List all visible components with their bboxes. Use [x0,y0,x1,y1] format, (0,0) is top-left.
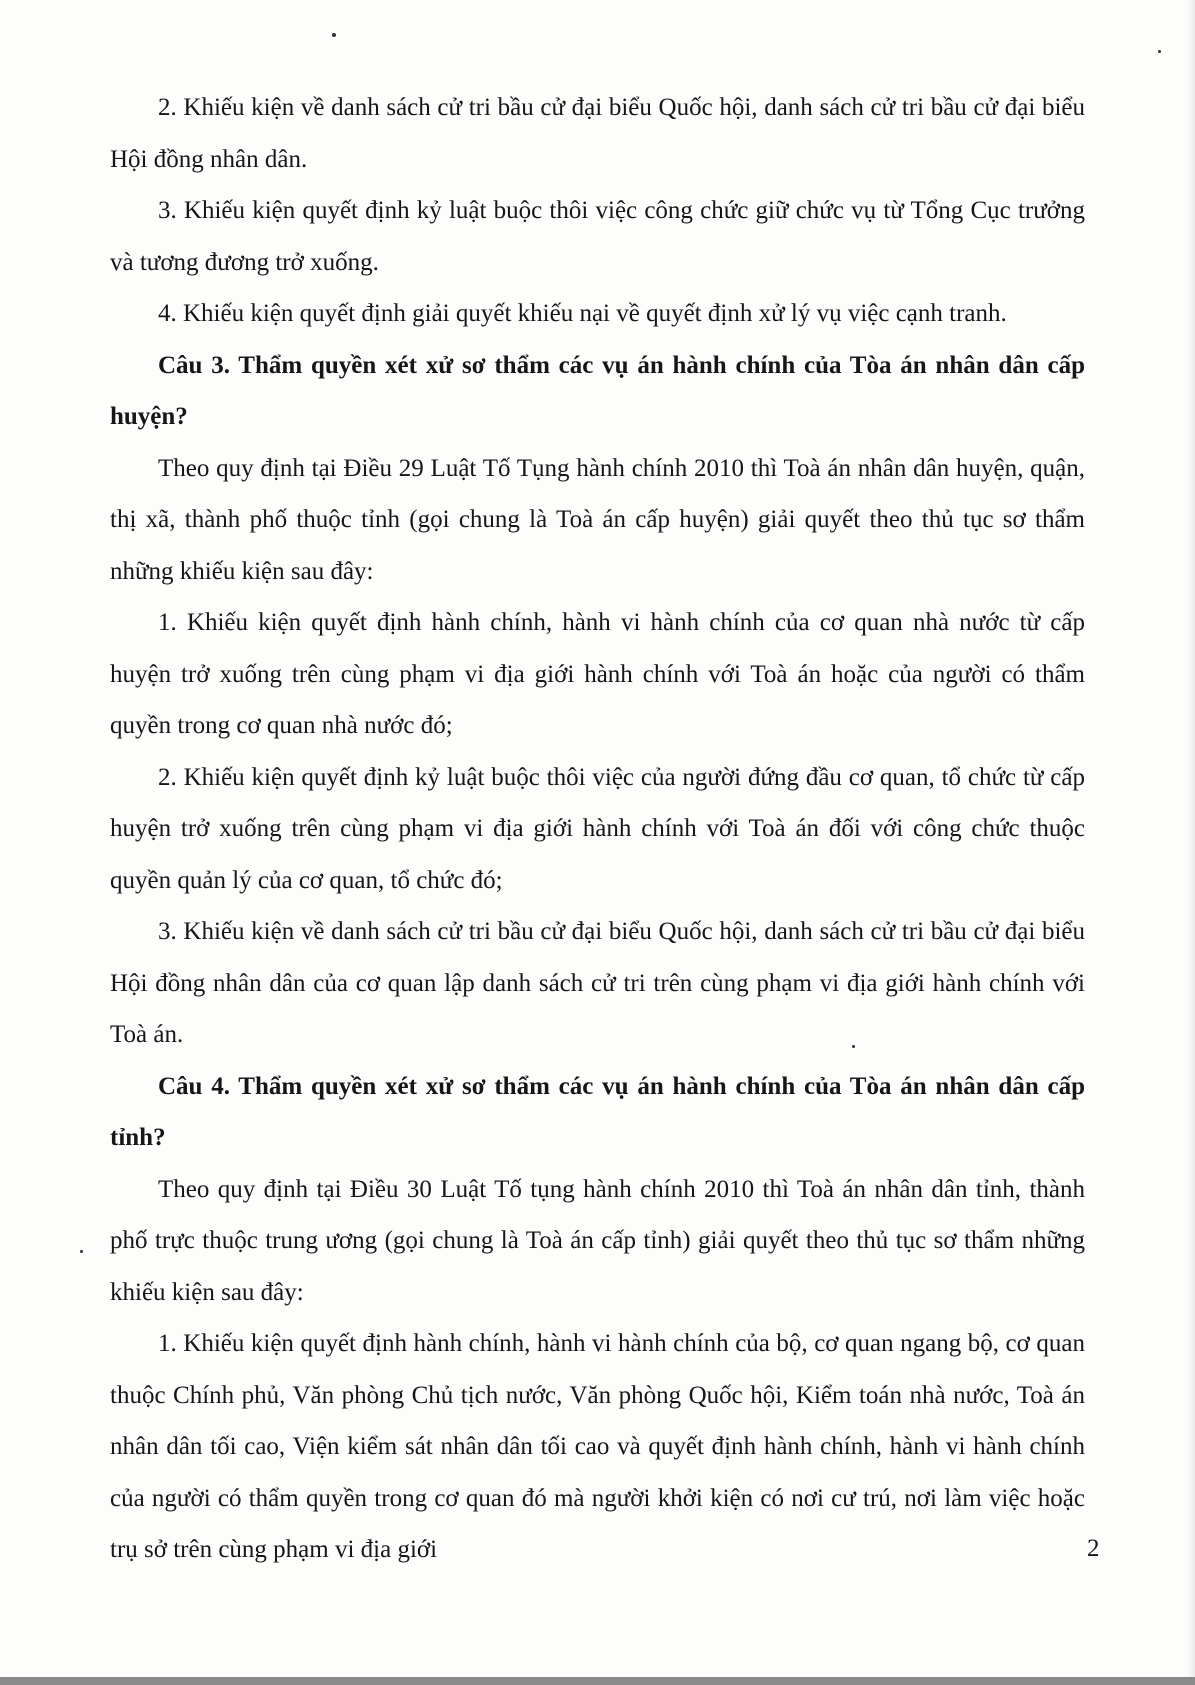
answer-3-item-3: 3. Khiếu kiện về danh sách cử tri bầu cử đại biểu Quốc hội, danh sách cử tri bầu cử đại biểu Hội đồng nhân dân của cơ quan lập danh sách cử tri trên cùng phạm vi địa giới hành chính với Toà án. [110,918,1085,1048]
answer-4-item-1: 1. Khiếu kiện quyết định hành chính, hành vi hành chính của bộ, cơ quan ngang bộ, cơ quan thuộc Chính phủ, Văn phòng Chủ tịch nước, Văn phòng Quốc hội, Kiểm toán nhà nước, Toà án nhân dân tối cao, Viện kiểm sát nhân dân tối cao và quyết định hành chính, hành vi hành chính của người có thẩm quyền trong cơ quan đó mà người khởi kiện có nơi cư trú, nơi làm việc hoặc trụ sở trên cùng phạm vi địa giới [110,1330,1085,1563]
document-body [110,82,1085,1576]
scan-speck [332,33,336,37]
scan-speck [1158,50,1161,53]
answer-3-item-1: 1. Khiếu kiện quyết định hành chính, hành vi hành chính của cơ quan nhà nước từ cấp huyện trở xuống trên cùng phạm vi địa giới hành chính với Toà án hoặc của người có thẩm quyền trong cơ quan nhà nước đó; [110,609,1085,739]
question-4-heading: Câu 4. Thẩm quyền xét xử sơ thẩm các vụ án hành chính của Tòa án nhân dân cấp tỉnh? [110,1072,1085,1151]
paragraph-item-2: 2. Khiếu kiện về danh sách cử tri bầu cử đại biểu Quốc hội, danh sách cử tri bầu cử đại biểu Hội đồng nhân dân. [110,94,1085,173]
answer-4-intro: Theo quy định tại Điều 30 Luật Tố tụng hành chính 2010 thì Toà án nhân dân tỉnh, thành phố trực thuộc trung ương (gọi chung là Toà án cấp tỉnh) giải quyết theo thủ tục sơ thẩm những khiếu kiện sau đây: [110,1175,1085,1306]
page-number: 2 [1087,1535,1100,1562]
paragraph-item-4: 4. Khiếu kiện quyết định giải quyết khiếu nại về quyết định xử lý vụ việc cạnh tranh. [158,300,1007,327]
answer-3-intro: Theo quy định tại Điều 29 Luật Tố Tụng hành chính 2010 thì Toà án nhân dân huyện, quận, thị xã, thành phố thuộc tỉnh (gọi chung là Toà án cấp huyện) giải quyết theo thủ tục sơ thẩm những khiếu kiện sau đây: [110,454,1085,585]
scan-bottom-border [0,1677,1195,1685]
paragraph-item-3: 3. Khiếu kiện quyết định kỷ luật buộc thôi việc công chức giữ chức vụ từ Tổng Cục trưởng và tương đương trở xuống. [110,197,1085,276]
answer-3-item-2: 2. Khiếu kiện quyết định kỷ luật buộc thôi việc của người đứng đầu cơ quan, tổ chức từ cấp huyện trở xuống trên cùng phạm vi địa giới hành chính với Toà án đối với công chức thuộc quyền quản lý của cơ quan, tổ chức đó; [110,763,1085,894]
scan-speck [852,1045,855,1048]
question-3-heading: Câu 3. Thẩm quyền xét xử sơ thẩm các vụ án hành chính của Tòa án nhân dân cấp huyện? [110,351,1085,430]
scan-edge-shadow [1187,0,1195,1685]
scan-speck [80,1250,83,1253]
